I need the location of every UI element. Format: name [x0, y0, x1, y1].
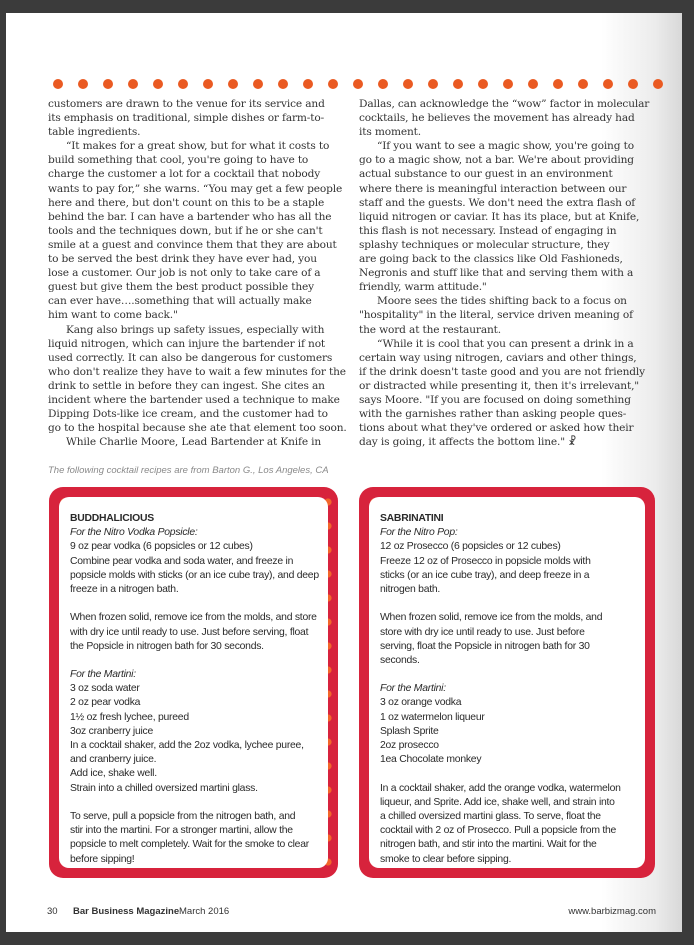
recipe-text-line: a chilled oversized martini glass. To serve, float the [380, 810, 601, 822]
article-text-line: who don't realize they have to wait a few minutes for the [48, 365, 346, 378]
decorative-dot [203, 79, 213, 89]
recipe-text [380, 512, 621, 867]
footer-website-link[interactable]: www.barbizmag.com [568, 906, 656, 917]
decorative-dot [528, 79, 538, 89]
recipe-text-line: 2 oz pear vodka [70, 697, 141, 709]
article-text-line: him want to come back." [48, 309, 178, 322]
recipe-text-line: 1ea Chocolate monkey [380, 754, 482, 766]
article-text-line: Negronis and stuff like that and serving them with a [359, 267, 634, 280]
article-text-line: cocktails, he believes the movement has already had [359, 112, 635, 125]
recipe-text-line [70, 796, 319, 810]
recipe-text-line: nitrogen bath. [380, 583, 441, 595]
recipe-title: SABRINATINI [380, 513, 444, 524]
article-text-line: tions about what they've ordered or asked how their [359, 422, 634, 435]
recipe-card-body [369, 497, 645, 868]
decorative-dot [153, 79, 163, 89]
recipe-title: BUDDHALICIOUS [70, 513, 154, 524]
decorative-dot [478, 79, 488, 89]
decorative-dot [378, 79, 388, 89]
article-text-line: charge the customer a lot for a cocktail that nobody [48, 168, 321, 181]
article-text-line: drink to settle in before they can ingest. She cites an [48, 379, 325, 392]
article-text-line: says Moore. "If you are focused on doing something [359, 393, 631, 406]
decorative-dot [653, 79, 663, 89]
recipe-text-line: To serve, pull a popsicle from the nitrogen bath, and [70, 810, 296, 822]
footer-issue-date: March 2016 [179, 906, 230, 917]
decorative-dot [353, 79, 363, 89]
article-text-line: splashy techniques or molecular structure, they [359, 238, 610, 251]
article-text-line: lose a customer. Our job is not only to take care of a [48, 267, 321, 280]
recipe-text-line: and cranberry juice. [70, 754, 157, 766]
article-text-line: While Charlie Moore, Lead Bartender at Knife in [66, 436, 322, 449]
article-text-line: go to the hospital because she ate that element too soon. [48, 422, 347, 435]
recipe-text-line: Freeze 12 oz of Prosecco in popsicle molds with [380, 555, 591, 567]
article-text-line: build something that cool, you're going to have to [48, 154, 309, 167]
recipe-text-line: sticks (or an ice cube tray), and deep freeze in a [380, 569, 590, 581]
article-text-line: liquid nitrogen, which can injure the bartender if not [48, 337, 326, 350]
article-text-line: “While it is cool that you can present a drink in a [377, 337, 634, 350]
decorative-dot [253, 79, 263, 89]
article-text-line: day is going, it affects the bottom line." ☧ [359, 436, 577, 449]
article-text-line: "hospitality" in the literal, service driven meaning of [359, 309, 633, 322]
recipe-text-line: In a cocktail shaker, add the 2oz vodka, lychee puree, [70, 740, 304, 751]
article-text-line: or distracted while presenting it, then it's irrelevant," [359, 379, 640, 392]
article-text-line: its emphasis on traditional, simple dishes or farm-to- [48, 112, 325, 125]
article-text-line: table ingredients. [48, 126, 141, 139]
recipe-text-line: 12 oz Prosecco (6 popsicles or 12 cubes) [380, 541, 561, 553]
recipe-text-line: Combine pear vodka and soda water, and freeze in [70, 555, 294, 567]
recipe-text-line: 9 oz pear vodka (6 popsicles or 12 cubes) [70, 541, 253, 553]
article-text-line: Moore sees the tides shifting back to a focus on [377, 295, 627, 308]
article-text-line: used correctly. It can also be dangerous for customers [48, 351, 333, 364]
decorative-dot [103, 79, 113, 89]
recipe-text-line: 1½ oz fresh lychee, pureed [70, 711, 189, 723]
recipe-text [70, 512, 319, 867]
article-text-line: friendly, warm attitude." [359, 281, 487, 294]
recipe-text-line: 1 oz watermelon liqueur [380, 711, 485, 723]
article-text-line: can ever have….something that will actually make [48, 295, 312, 308]
recipe-text-line: 3 oz soda water [70, 683, 140, 695]
recipe-text-line: stir into the martini. For a stronger martini, allow the [70, 825, 293, 837]
decorative-dot [603, 79, 613, 89]
recipe-text-line: smoke to clear before sipping. [380, 853, 512, 865]
recipe-text-line: 3oz cranberry juice [70, 725, 154, 737]
recipe-text-line: serving, float the Popsicle in nitrogen bath for 30 [380, 640, 590, 652]
recipe-text-line: 2oz prosecco [380, 740, 439, 751]
article-text-line: actual substance to our guest in an environment [359, 168, 613, 181]
recipe-text-line: In a cocktail shaker, add the orange vodka, watermelon [380, 782, 621, 794]
article-text-line: here and there, but don't count on this to be a staple [48, 196, 325, 209]
article-text-line: tools and the techniques down, but if he or she can't [48, 224, 323, 237]
decorative-dot [628, 79, 638, 89]
recipe-text-line: Splash Sprite [380, 725, 439, 737]
recipe-card-sabrinatini [359, 487, 655, 878]
recipe-text-line: popsicle molds with sticks (or an ice cube tray), and deep [70, 569, 319, 581]
recipe-text-line: nitrogen bath, and stir into the martini. Wait for the [380, 839, 597, 851]
article-text-line: Dallas, can acknowledge the “wow” factor in molecular [359, 98, 650, 110]
recipe-subheading: For the Martini: [380, 683, 446, 695]
recipe-card-body [59, 497, 328, 868]
recipe-text-line: freeze in a nitrogen bath. [70, 583, 179, 595]
decorative-dot [578, 79, 588, 89]
article-text-line: staff and the guests. We don't need the extra flash of [359, 196, 636, 209]
recipe-text-line [380, 767, 621, 781]
recipe-text-line: Add ice, shake well. [70, 768, 157, 780]
decorative-dot-row [53, 79, 663, 91]
recipe-card-buddhalicious [49, 487, 338, 878]
decorative-dot [303, 79, 313, 89]
recipes-caption: The following cocktail recipes are from Barton G., Los Angeles, CA [48, 465, 329, 476]
article-text-line: “If you want to see a magic show, you're going to [377, 140, 634, 153]
decorative-dot [178, 79, 188, 89]
magazine-page [6, 13, 682, 932]
recipe-text-line [70, 654, 319, 668]
recipe-text-line: cocktail with 2 oz of Prosecco. Pull a popsicle from the [380, 825, 617, 837]
article-left-column [48, 97, 347, 449]
article-text-line: guest but give them the best product possible they [48, 281, 314, 294]
article-text-line: if the drink doesn't taste good and you are not friendly [359, 365, 645, 378]
article-text-line: “It makes for a great show, but for what it costs to [66, 140, 330, 153]
article-text-line: are going back to the classics like Old Fashioneds, [359, 253, 623, 266]
recipe-text-line: the Popsicle in nitrogen bath for 30 seconds. [70, 640, 264, 652]
article-text-line: Kang also brings up safety issues, especially with [66, 323, 325, 336]
publication-name: Bar Business Magazine [73, 906, 180, 917]
article-text-line: wants to pay for,” she warns. “You may get a few people [48, 182, 343, 195]
article-text-line: smile at a guest and convince them that they are about [48, 238, 337, 251]
recipe-text-line: before sipping! [70, 853, 135, 865]
decorative-dot [78, 79, 88, 89]
recipe-text-line: 3 oz orange vodka [380, 697, 462, 709]
decorative-dot [278, 79, 288, 89]
recipe-subheading: For the Martini: [70, 669, 136, 681]
recipe-text-line: store with dry ice until ready to use. Just before [380, 626, 585, 638]
article-text-line: go to a magic show, not a bar. We're about providing [359, 154, 634, 167]
recipe-text-line: Strain into a chilled oversized martini glass. [70, 782, 258, 794]
recipe-text-line [380, 668, 621, 682]
recipe-text-line: popsicle to melt completely. Wait for the smoke to clear [70, 839, 309, 851]
article-right-column [359, 97, 649, 449]
decorative-dot [553, 79, 563, 89]
article-text-line: the word at the restaurant. [359, 323, 501, 336]
recipe-subheading: For the Nitro Vodka Popsicle: [70, 527, 198, 539]
article-text-line: behind the bar. I can have a bartender who has all the [48, 210, 332, 223]
article-text-line: incident where the bartender used a technique to make [48, 393, 340, 406]
article-text-line: to be served the best drink they have ever had, you [48, 253, 317, 266]
article-text-line: customers are drawn to the venue for its service and [48, 98, 325, 110]
article-text-line: with the garnishes rather than asking people ques- [359, 408, 627, 421]
footer-page-number: 30 [47, 906, 58, 917]
recipe-text-line [70, 597, 319, 611]
article-text-line: where there is meaningful interaction between our [359, 182, 627, 195]
recipe-text-line: When frozen solid, remove ice from the molds, and store [70, 612, 317, 624]
article-text-line: its moment. [359, 126, 421, 139]
decorative-dot [503, 79, 513, 89]
article-text-line: liquid nitrogen or caviar. It has its place, but at Knife, [359, 210, 640, 223]
article-text-line: this flash is not necessary. Instead of engaging in [359, 224, 617, 237]
recipe-subheading: For the Nitro Pop: [380, 527, 458, 539]
footer-publication [73, 906, 179, 917]
decorative-dot [403, 79, 413, 89]
recipe-text-line: liqueur, and Sprite. Add ice, shake well, and strain into [380, 796, 615, 808]
decorative-dot [228, 79, 238, 89]
recipe-text-line: When frozen solid, remove ice from the molds, and [380, 612, 603, 624]
article-text-line: certain way using nitrogen, caviars and other things, [359, 351, 637, 364]
decorative-dot [428, 79, 438, 89]
decorative-dot [53, 79, 63, 89]
recipe-text-line: seconds. [380, 654, 420, 666]
decorative-dot [453, 79, 463, 89]
article-text-line: Dipping Dots-like ice cream, and the customer had to [48, 408, 328, 421]
recipe-text-line: with dry ice until ready to use. Just before serving, float [70, 626, 309, 638]
recipe-text-line [380, 597, 621, 611]
decorative-dot [328, 79, 338, 89]
decorative-dot [128, 79, 138, 89]
